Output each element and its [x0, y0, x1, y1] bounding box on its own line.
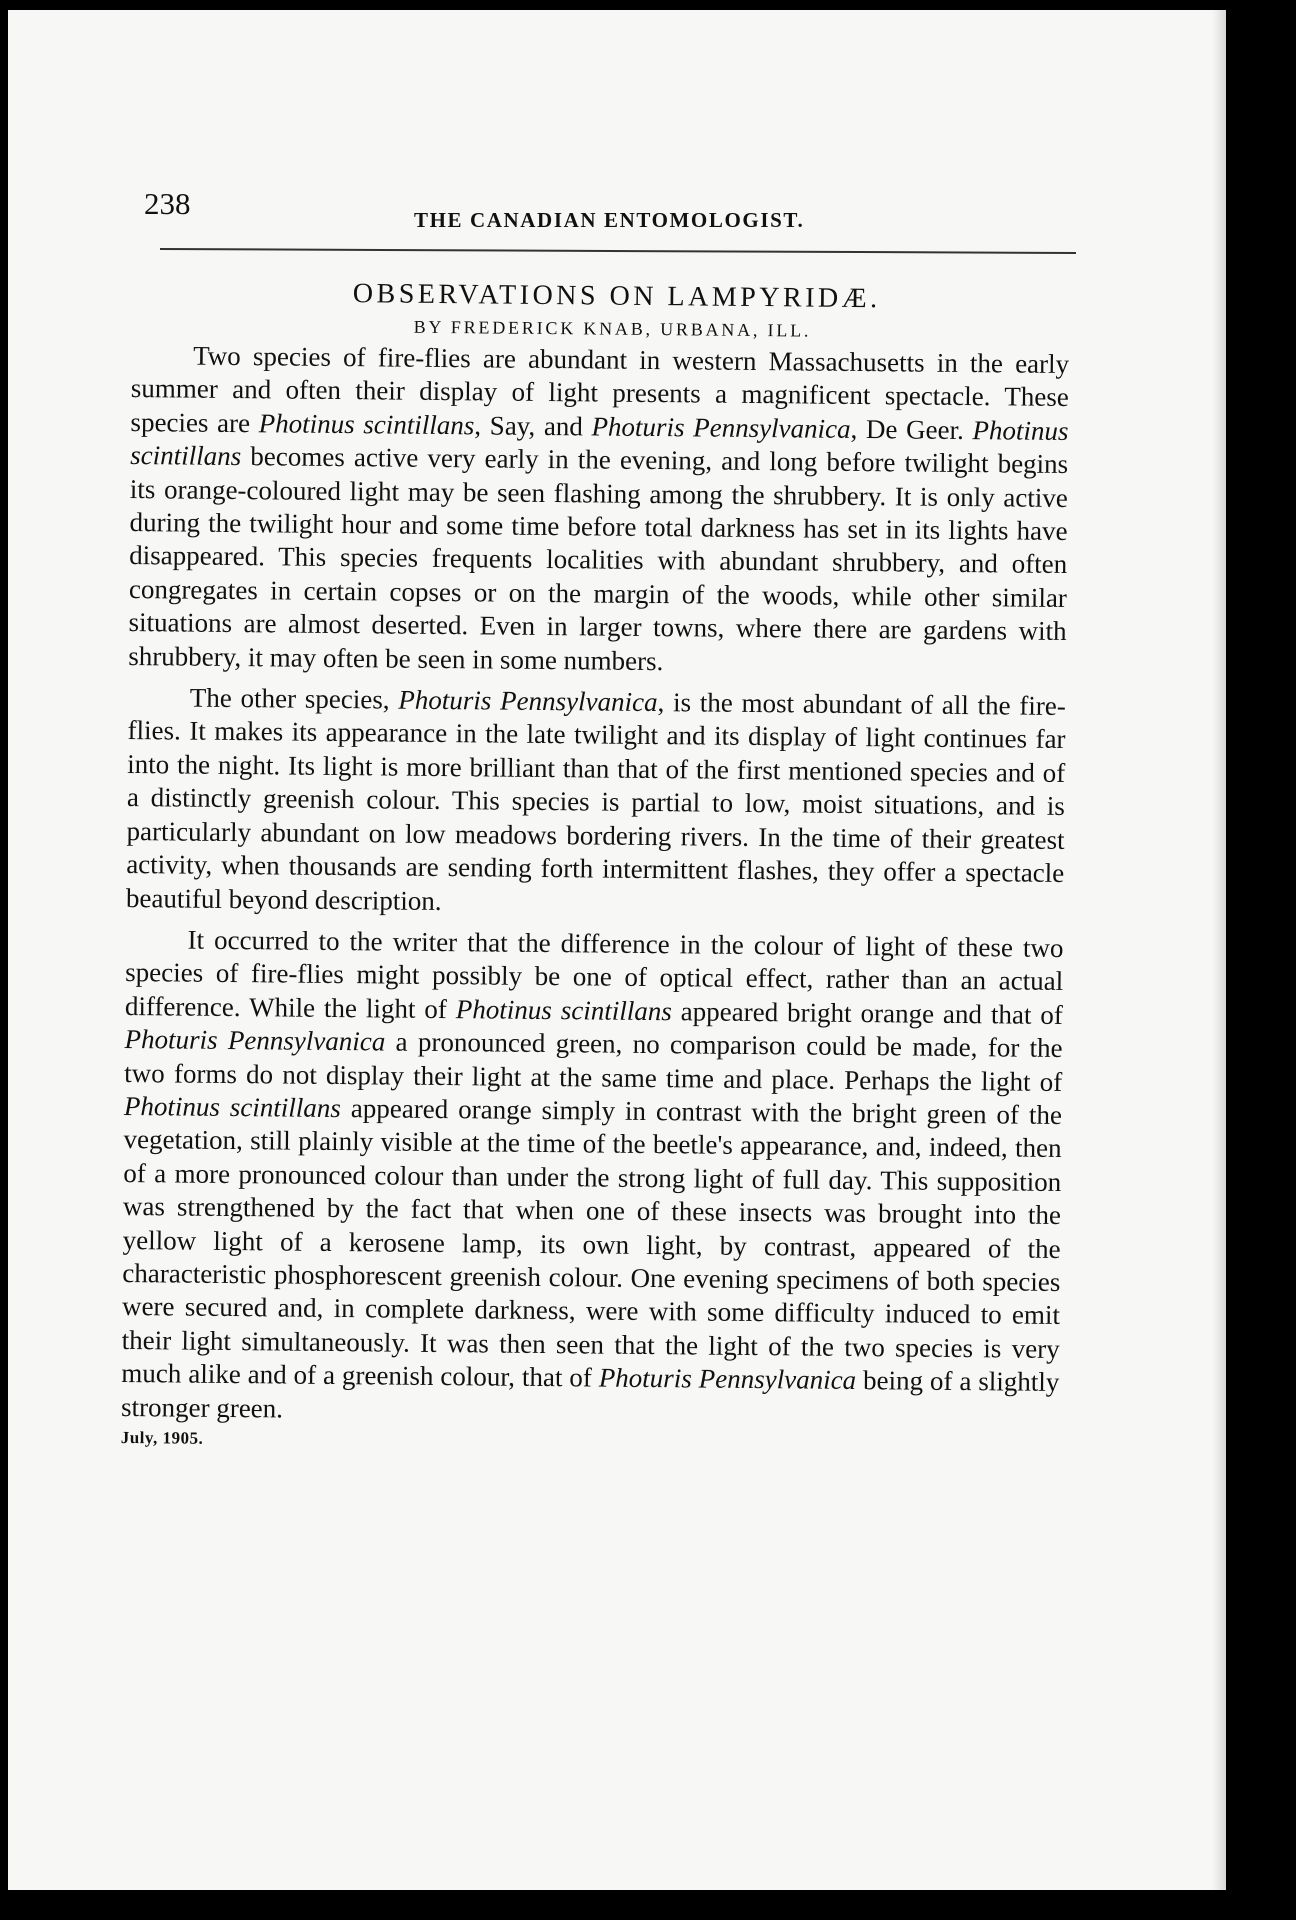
text-run: , is the most abundant of all the fire-flies. It makes its appearance in the late twilight and its display of light continues far into the night. Its light is more brilliant than that of the first mentioned species and of a distinctly greenish colour. This species is partial to low, moist situations, and is particularly abundant on low meadows bordering rivers. In the time of their greatest activity, when thousands are sending forth intermittent flashes, they offer a spectacle beautiful beyond description.: [125, 687, 1066, 916]
species-name: Photuris Pennsylvanica: [124, 1024, 386, 1057]
species-name: Photinus scintillans: [258, 408, 475, 441]
text-run: It occurred to the writer that the difference in the colour of light of these two species of fire-flies might possibly be one of optical effect, rather than an actual difference. While the light of: [124, 924, 1064, 1024]
paragraph-2: [126, 681, 1066, 924]
text-run: , Say, and: [474, 410, 592, 442]
text-run: , De Geer.: [850, 413, 973, 445]
paragraph-1: [128, 339, 1069, 682]
species-name: Photinus scintillans: [455, 993, 672, 1026]
article: [121, 268, 1070, 1457]
page-edge-shadow: [1212, 10, 1226, 1890]
text-run: becomes active very early in the evening, and long before twilight begins its orange-coloured light may be seen flashing among the shrubbery. It is only active during the twilight hour and some time before total darkness has set in its lights have disappeared. This species frequents localities with abundant shrubbery, and often congregates in certain copses or on the margin of the woods, while other similar situations are almost deserted. Even in larger towns, where there are gardens with shrubbery, it may often be seen in some numbers.: [128, 441, 1069, 676]
species-name: Photuris Pennsylvanica: [598, 1362, 857, 1396]
header-rule: [160, 248, 1076, 253]
article-byline: BY FREDERICK KNAB, URBANA, ILL.: [413, 316, 812, 341]
text-run: being of a slightly stronger green.: [120, 1365, 1060, 1424]
page-number: 238: [144, 186, 191, 221]
species-name: Photuris Pennsylvanica: [591, 411, 851, 444]
species-name: Photinus scintillans: [123, 1090, 342, 1123]
running-head: THE CANADIAN ENTOMOLOGIST.: [414, 208, 805, 232]
text-run: appeared orange simply in contrast with the bright green of the vegetation, still plainly visible at the time of the beetle's appearance, and, indeed, then of a more pronounced colour than under the strong light of full day. This supposition was strengthened by the fact that when one of these insects was brought into the yellow light of a kerosene lamp, its own light, by contrast, appeared of the characteristic phosphorescent greenish colour. One evening specimens of both species were secured and, in complete darkness, were with some difficulty induced to emit their light simultaneously. It was then seen that the light of the two species is very much alike and of a greenish colour, that of: [121, 1092, 1063, 1393]
document-page: [8, 10, 1226, 1890]
article-title: OBSERVATIONS ON LAMPYRIDÆ.: [352, 278, 881, 315]
page-header: [144, 186, 1076, 236]
species-name: Photuris Pennsylvanica: [398, 684, 658, 718]
text-run: Two species of fire-flies are abundant in western Massachusetts in the early summer and often their display of light presents a magnificent spectacle. These species are: [130, 340, 1070, 439]
text-run: The other species,: [189, 682, 399, 715]
species-name: Photinus scintillans: [130, 414, 1069, 472]
dateline: July, 1905.: [120, 1427, 204, 1448]
text-run: a pronounced green, no comparison could be made, for the two forms do not display their light at the same time and place. Perhaps the light of: [124, 1026, 1063, 1097]
text-run: appeared bright orange and that of: [671, 995, 1064, 1030]
paragraph-3: [121, 923, 1064, 1433]
